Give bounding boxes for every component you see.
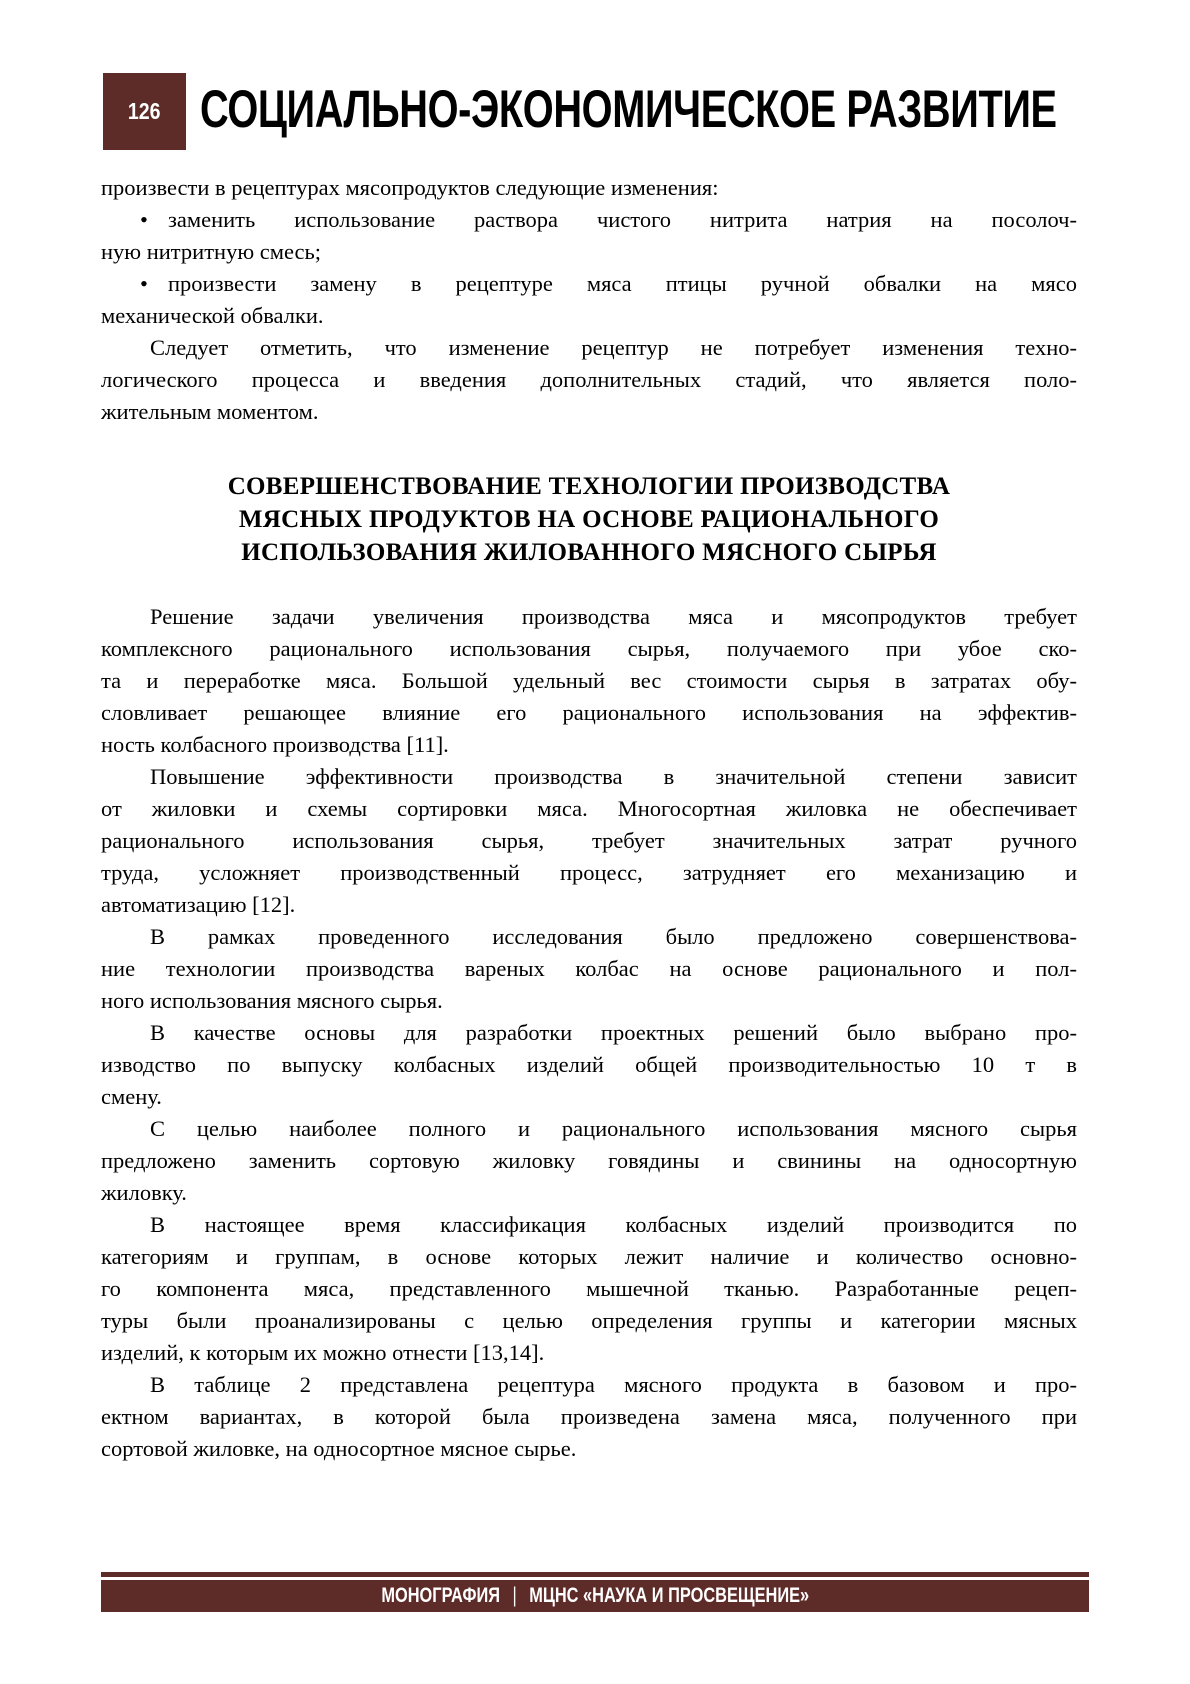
text-line: логического процесса и введения дополнительных стадий, что является поло- — [101, 367, 1077, 392]
text-line: В таблице 2 представлена рецептура мясного продукта в базовом и про- — [150, 1372, 1077, 1397]
section-heading-line: ИСПОЛЬЗОВАНИЯ ЖИЛОВАННОГО МЯСНОГО СЫРЬЯ — [241, 539, 937, 566]
page-header-title: СОЦИАЛЬНО-ЭКОНОМИЧЕСКОЕ РАЗВИТИЕ — [200, 80, 1057, 139]
text-line: Следует отметить, что изменение рецептур не потребует изменения техно- — [150, 335, 1077, 360]
text-line: комплексного рационального использования сырья, получаемого при убое ско- — [101, 636, 1077, 661]
footer-separator: | — [512, 1584, 517, 1607]
text-line: ного использования мясного сырья. — [101, 988, 443, 1013]
footer-right-label: МЦНС «НАУКА И ПРОСВЕЩЕНИЕ» — [528, 1584, 809, 1607]
section-heading-line: МЯСНЫХ ПРОДУКТОВ НА ОСНОВЕ РАЦИОНАЛЬНОГО — [238, 506, 940, 533]
bullet-line: • заменить использование раствора чистого нитрита натрия на посолоч- — [101, 204, 1077, 236]
text-line: ную нитритную смесь; — [101, 239, 322, 264]
bullet-icon: • — [140, 207, 148, 232]
text-line: смену. — [101, 1084, 162, 1109]
text-line: Повышение эффективности производства в значительной степени зависит — [150, 764, 1077, 789]
text-line: В качестве основы для разработки проектных решений было выбрано про- — [150, 1020, 1077, 1045]
section-heading — [101, 470, 1077, 569]
text-line: сортовой жиловке, на односортное мясное сырье. — [101, 1436, 577, 1461]
text-line: ность колбасного производства [11]. — [101, 732, 449, 757]
bullet-icon: • — [140, 271, 148, 296]
text-line: от жиловки и схемы сортировки мяса. Многосортная жиловка не обеспечивает — [101, 796, 1077, 821]
text-line: го компонента мяса, представленного мышечной тканью. Разработанные рецеп- — [101, 1276, 1077, 1301]
footer-rule — [101, 1572, 1089, 1577]
footer-text — [381, 1584, 809, 1608]
text-line: В настоящее время классификация колбасных изделий производится по — [150, 1212, 1077, 1237]
footer-left-label: МОНОГРАФИЯ — [381, 1584, 500, 1607]
page-number-badge — [103, 73, 186, 150]
text-line: туры были проанализированы с целью определения группы и категории мясных — [101, 1308, 1077, 1333]
text-line: автоматизацию [12]. — [101, 892, 296, 917]
text-line: С целью наиболее полного и рационального использования мясного сырья — [150, 1116, 1077, 1141]
text-line: рационального использования сырья, требует значительных затрат ручного — [101, 828, 1077, 853]
page-number: 126 — [128, 98, 161, 124]
text-line: труда, усложняет производственный процесс, затрудняет его механизацию и — [101, 860, 1077, 885]
text-line: изводство по выпуску колбасных изделий общей производительностью 10 т в — [101, 1052, 1077, 1077]
text-line: жительным моментом. — [101, 399, 319, 424]
text-line: механической обвалки. — [101, 303, 324, 328]
text-line: В рамках проведенного исследования было предложено совершенствова- — [150, 924, 1077, 949]
text-line: Решение задачи увеличения производства мяса и мясопродуктов требует — [150, 604, 1077, 629]
text-line: изделий, к которым их можно отнести [13,14]. — [101, 1340, 545, 1365]
content-flow — [101, 172, 1077, 1465]
text-line: ектном вариантах, в которой была произведена замена мяса, полученного при — [101, 1404, 1077, 1429]
bullet-line: • произвести замену в рецептуре мяса птицы ручной обвалки на мясо — [101, 268, 1077, 300]
text-line: категориям и группам, в основе которых лежит наличие и количество основно- — [101, 1244, 1077, 1269]
footer-bar — [101, 1580, 1089, 1612]
text-line: та и переработке мяса. Большой удельный вес стоимости сырья в затратах обу- — [101, 668, 1077, 693]
text-line: ние технологии производства вареных колбас на основе рационального и пол- — [101, 956, 1077, 981]
text-line: произвести в рецептурах мясопродуктов следующие изменения: — [101, 175, 719, 200]
section-heading-line: СОВЕРШЕНСТВОВАНИЕ ТЕХНОЛОГИИ ПРОИЗВОДСТВА — [227, 473, 951, 500]
text-line: предложено заменить сортовую жиловку говядины и свинины на односортную — [101, 1148, 1077, 1173]
text-line: словливает решающее влияние его рационального использования на эффектив- — [101, 700, 1077, 725]
text-line: жиловку. — [101, 1180, 187, 1205]
